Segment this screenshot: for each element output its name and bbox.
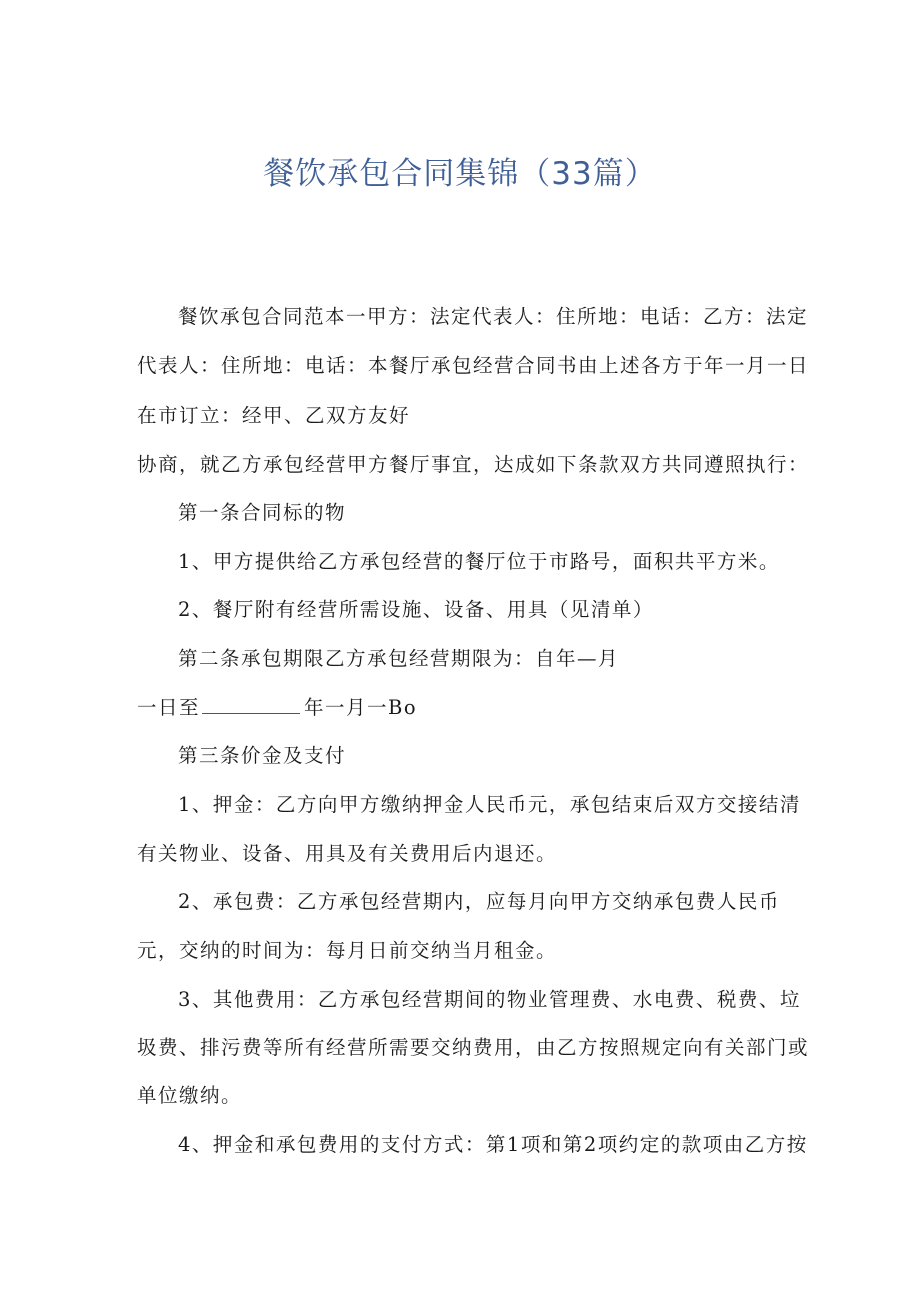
document-title: 餐饮承包合同集锦（33篇）: [263, 156, 657, 192]
paragraph-line: 餐饮承包合同范本一甲方：法定代表人：住所地：电话：乙方：法定: [178, 305, 809, 328]
paragraph-line: 3、其他费用：乙方承包经营期间的物业管理费、水电费、税费、垃: [178, 988, 801, 1011]
paragraph-line: 元，交纳的时间为：每月日前交纳当月租金。: [137, 939, 558, 962]
line-end-text: 年一月一Bo: [304, 696, 418, 719]
line-start-text: 一日至: [137, 696, 201, 719]
section-heading: 第三条价金及支付: [178, 744, 347, 767]
paragraph-line: 在市订立：经甲、乙双方友好: [137, 404, 411, 427]
paragraph-line: 1、甲方提供给乙方承包经营的餐厅位于市路号，面积共平方米。: [178, 550, 780, 573]
paragraph-line: 代表人：住所地：电话：本餐厅承包经营合同书由上述各方于年一月一日: [137, 354, 810, 377]
paragraph-line: 圾费、排污费等所有经营所需要交纳费用，由乙方按照规定向有关部门或: [137, 1036, 810, 1059]
section-heading: 第一条合同标的物: [178, 501, 347, 524]
paragraph-line: 4、押金和承包费用的支付方式：第1项和第2项约定的款项由乙方按: [178, 1133, 808, 1156]
paragraph-line: 1、押金：乙方向甲方缴纳押金人民币元，承包结束后双方交接结清: [178, 793, 801, 816]
fill-in-blank: [202, 695, 300, 714]
paragraph-line-with-blank: [137, 694, 417, 722]
paragraph-line: 协商，就乙方承包经营甲方餐厅事宜，达成如下条款双方共同遵照执行：: [137, 453, 810, 476]
paragraph-line: 2、承包费：乙方承包经营期内，应每月向甲方交纳承包费人民币: [178, 890, 780, 913]
paragraph-line: 第二条承包期限乙方承包经营期限为：自年—月: [178, 647, 620, 670]
paragraph-line: 有关物业、设备、用具及有关费用后内退还。: [137, 842, 558, 865]
paragraph-line: 2、餐厅附有经营所需设施、设备、用具（见清单）: [178, 598, 654, 621]
paragraph-line: 单位缴纳。: [137, 1084, 243, 1107]
